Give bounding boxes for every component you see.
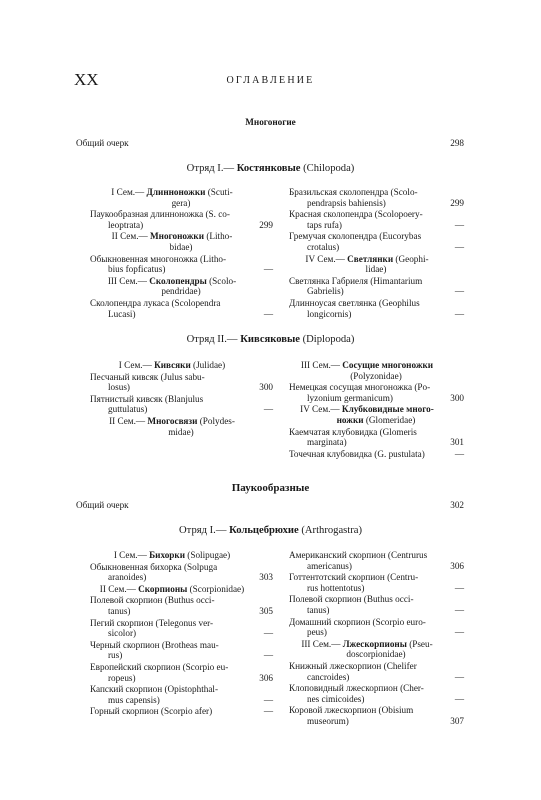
entry-page: 303 — [259, 572, 273, 583]
family-name: Скорпионы — [138, 583, 188, 594]
family-latin: pendridae) — [161, 286, 201, 297]
family-heading — [289, 360, 464, 381]
entry-page: 300 — [259, 382, 273, 393]
entry-text: Точечная клубовидка (G. pustulata) — [289, 448, 425, 459]
entry-page: — — [454, 693, 464, 704]
family-heading — [289, 639, 464, 660]
entry-page: 306 — [259, 672, 273, 683]
entry-text: Песчаный кивсяк (Julus sabu- — [90, 371, 205, 382]
section-title-myriapoda: Многоногие — [245, 117, 296, 127]
toc-entry — [90, 618, 273, 639]
entry-page: — — [454, 448, 464, 459]
overview-label: Общий очерк — [76, 500, 129, 510]
overview-page: 302 — [450, 500, 464, 510]
entry-text: Готтентотский скорпион (Centru- — [289, 572, 419, 583]
entry-page: — — [263, 264, 273, 275]
entry-text-cont: lyzonium germanicum) — [307, 392, 393, 403]
family-heading — [90, 416, 273, 437]
toc-entry — [90, 209, 273, 230]
entry-page: 300 — [450, 392, 464, 403]
entry-page: — — [454, 627, 464, 638]
toc-entry — [289, 298, 464, 319]
family-name: Сосущие многоножки — [342, 360, 434, 370]
family-latin: (Scolo- — [209, 275, 237, 286]
entry-text: Немецкая сосущая многоножка (Po- — [289, 382, 431, 393]
entry-text-cont: bius fopficatus) — [108, 264, 166, 275]
family-latin: doscorpionidae) — [346, 649, 406, 660]
overview-page: 298 — [450, 138, 464, 148]
order-heading — [0, 163, 541, 175]
order-heading — [0, 525, 541, 537]
toc-column-left — [90, 550, 273, 718]
entry-text: Европейский скорпион (Scorpio eu- — [90, 661, 229, 672]
family-number: II Сем.— — [111, 231, 148, 242]
family-name: Светлянки — [347, 253, 394, 264]
section-title-arachnida: Паукообразные — [231, 482, 310, 494]
entry-text-cont: guttulatus) — [108, 404, 148, 415]
entry-page: — — [454, 241, 464, 252]
order-latin: (Diplopoda) — [302, 334, 355, 345]
entry-page: — — [454, 219, 464, 230]
order-heading — [0, 334, 541, 346]
toc-entry — [289, 683, 464, 704]
entry-text-cont: leoptrata) — [108, 219, 144, 230]
order-name: Кольцебрюхие — [229, 525, 299, 536]
entry-text: Обыкновенная бихорка (Solpuga — [90, 561, 218, 572]
entry-page: — — [263, 404, 273, 415]
entry-text: Полевой скорпион (Buthus occi- — [90, 595, 215, 606]
family-latin: bidae) — [169, 241, 193, 252]
entry-page: — — [263, 706, 273, 717]
toc-entry — [289, 276, 464, 297]
toc-column-right — [289, 187, 464, 320]
toc-entry — [90, 562, 273, 583]
order-prefix: Отряд I.— — [179, 525, 227, 536]
order-latin: (Arthrogastra) — [301, 525, 362, 536]
entry-text-cont: Gabrielis) — [307, 286, 344, 297]
entry-text-cont: rus) — [108, 650, 123, 661]
family-latin-cont — [289, 649, 445, 660]
family-name: Длинноножки — [146, 187, 206, 197]
family-latin-cont — [90, 286, 254, 297]
toc-entry — [289, 705, 464, 726]
toc-entry — [289, 209, 464, 230]
family-number: II Сем.— — [99, 583, 136, 594]
toc-entry — [90, 595, 273, 616]
family-heading — [289, 404, 464, 425]
family-latin: (Pseu- — [409, 638, 433, 649]
family-latin-cont — [289, 415, 445, 426]
family-latin: (Scuti- — [207, 187, 233, 197]
entry-page: 307 — [450, 715, 464, 726]
toc-entry — [289, 617, 464, 638]
entry-page: 301 — [450, 437, 464, 448]
toc-entry — [289, 661, 464, 682]
entry-text-cont: cancroides) — [307, 671, 350, 682]
entry-page: — — [263, 308, 273, 319]
entry-text: Капский скорпион (Opistophthal- — [90, 684, 219, 695]
page-number: XX — [74, 70, 99, 89]
family-latin: (Solipugae) — [187, 550, 231, 560]
entry-text: Паукообразная длинноножка (S. co- — [90, 209, 230, 220]
family-latin-cont — [90, 427, 254, 438]
toc-entry — [90, 254, 273, 275]
family-latin: (Litho- — [206, 231, 233, 242]
entry-page: — — [454, 286, 464, 297]
entry-page: 305 — [259, 605, 273, 616]
entry-text: Горный скорпион (Scorpio afer) — [90, 706, 213, 717]
family-latin: (Glomeridae) — [365, 414, 416, 425]
entry-text-cont: rus hottentotus) — [307, 582, 365, 593]
toc-entry — [289, 594, 464, 615]
entry-page: — — [263, 628, 273, 639]
entry-text: Книжный лжескорпион (Chelifer — [289, 660, 417, 671]
entry-text-cont: crotalus) — [307, 241, 340, 252]
entry-text: Домашний скорпион (Scorpio euro- — [289, 616, 426, 627]
family-latin: midae) — [168, 426, 194, 437]
family-name: Клубковидные много- — [341, 404, 434, 415]
family-heading — [90, 550, 273, 561]
overview-label: Общий очерк — [76, 138, 129, 148]
toc-entry — [90, 394, 273, 415]
family-latin: (Polyzonidae) — [350, 370, 402, 381]
running-title: ОГЛАВЛЕНИЕ — [226, 75, 315, 86]
order-name: Кивсяковые — [240, 334, 300, 345]
toc-entry — [289, 231, 464, 252]
family-number: I Сем.— — [118, 360, 152, 370]
order-name: Костянковые — [236, 163, 301, 174]
entry-text: Клоповидный лжескорпион (Cher- — [289, 683, 424, 694]
entry-text-cont: losus) — [108, 382, 130, 393]
family-latin-cont — [90, 242, 254, 253]
entry-page: — — [454, 604, 464, 615]
entry-text-cont: sicolor) — [108, 628, 137, 639]
entry-text-cont: taps rufa) — [307, 219, 342, 230]
toc-entry — [289, 572, 464, 593]
entry-text-cont: peus) — [307, 627, 327, 638]
family-name: Лжескорпионы — [342, 638, 407, 649]
entry-text-cont: Lucasi) — [108, 308, 136, 319]
family-name: Многосвязи — [147, 415, 198, 426]
entry-text: Гремучая сколопендра (Eucorybas — [289, 231, 422, 242]
family-number: III Сем.— — [300, 360, 340, 370]
family-latin-cont — [90, 198, 254, 209]
entry-page: 299 — [259, 219, 273, 230]
entry-page: — — [454, 308, 464, 319]
toc-entry — [90, 640, 273, 661]
family-latin: gera) — [171, 197, 191, 208]
entry-text: Длинноусая светлянка (Geophilus — [289, 297, 420, 308]
toc-column-right — [289, 550, 464, 728]
entry-text-cont: longicornis) — [307, 308, 352, 319]
entry-text: Американский скорпион (Centrurus — [289, 550, 428, 560]
entry-page: — — [263, 694, 273, 705]
order-latin: (Chilopoda) — [303, 163, 355, 174]
order-prefix: Отряд II.— — [186, 334, 238, 345]
entry-text-cont: aranoides) — [108, 572, 147, 583]
family-latin: (Scorpionidae) — [189, 583, 245, 594]
entry-text-cont: marginata) — [307, 437, 347, 448]
family-number: III Сем.— — [107, 275, 147, 286]
toc-entry — [289, 382, 464, 403]
family-latin-cont — [289, 264, 445, 275]
family-heading — [90, 187, 273, 208]
entry-text: Бразильская сколопендра (Scolo- — [289, 187, 418, 197]
family-number: I Сем.— — [113, 550, 147, 560]
entry-text-cont: nes cimicoides) — [307, 693, 365, 704]
toc-column-left — [90, 360, 273, 438]
family-name: Кивсяки — [154, 360, 191, 370]
entry-text: Каемчатая клубовидка (Glomeris — [289, 426, 417, 437]
entry-text: Черный скорпион (Brotheas mau- — [90, 639, 219, 650]
family-number: I Сем.— — [111, 187, 145, 197]
toc-entry — [90, 372, 273, 393]
family-number: III Сем.— — [301, 638, 341, 649]
entry-text: Пегий скорпион (Telegonus ver- — [90, 617, 214, 628]
entry-text-cont: tanus) — [108, 605, 131, 616]
toc-entry — [289, 427, 464, 448]
order-prefix: Отряд I.— — [186, 163, 235, 174]
entry-text: Сколопендра лукаса (Scolopendra — [90, 297, 221, 308]
toc-entry — [289, 449, 464, 460]
toc-entry — [289, 550, 464, 571]
family-latin: lidae) — [365, 264, 387, 275]
entry-page: — — [454, 671, 464, 682]
family-name: Сколопендры — [149, 275, 207, 286]
family-heading — [90, 276, 273, 297]
entry-text-cont: tanus) — [307, 604, 330, 615]
toc-entry — [90, 298, 273, 319]
entry-page: — — [454, 582, 464, 593]
entry-text: Красная сколопендра (Scolopoery- — [289, 209, 423, 220]
family-name: Бихорки — [149, 550, 185, 560]
family-heading — [90, 231, 273, 252]
toc-column-left — [90, 187, 273, 320]
toc-entry — [90, 684, 273, 705]
entry-text: Полевой скорпион (Buthus occi- — [289, 594, 414, 605]
toc-entry — [90, 662, 273, 683]
entry-text-cont: americanus) — [307, 560, 352, 571]
entry-text-cont: museorum) — [307, 715, 349, 726]
toc-column-right — [289, 360, 464, 460]
family-name-cont: ножки — [336, 414, 364, 425]
overview-myriapoda — [76, 138, 464, 149]
entry-text-cont: mus capensis) — [108, 694, 160, 705]
family-number: II Сем.— — [109, 415, 146, 426]
family-latin: (Polydes- — [199, 415, 235, 426]
entry-text-cont: pendrapsis bahiensis) — [307, 197, 386, 208]
entry-text: Обыкновенная многоножка (Litho- — [90, 253, 227, 264]
family-number: IV Сем.— — [300, 404, 340, 415]
family-heading — [90, 584, 273, 595]
family-latin: (Geophi- — [395, 253, 429, 264]
entry-text: Пятнистый кивсяк (Blanjulus — [90, 393, 204, 404]
overview-arachnida — [76, 500, 464, 511]
toc-entry — [289, 187, 464, 208]
entry-text: Светлянка Габриеля (Himantarium — [289, 275, 423, 286]
entry-page: 306 — [450, 560, 464, 571]
family-number: IV Сем.— — [305, 253, 345, 264]
family-heading — [289, 254, 464, 275]
toc-entry — [90, 706, 273, 717]
family-heading — [90, 360, 273, 371]
family-name: Многоножки — [150, 231, 205, 242]
entry-text: Коровой лжескорпион (Obisium — [289, 705, 414, 716]
entry-text-cont: ropeus) — [108, 672, 136, 683]
family-latin: (Julidae) — [193, 360, 226, 370]
entry-page: — — [263, 650, 273, 661]
entry-page: 299 — [450, 197, 464, 208]
family-latin-cont — [289, 371, 445, 382]
